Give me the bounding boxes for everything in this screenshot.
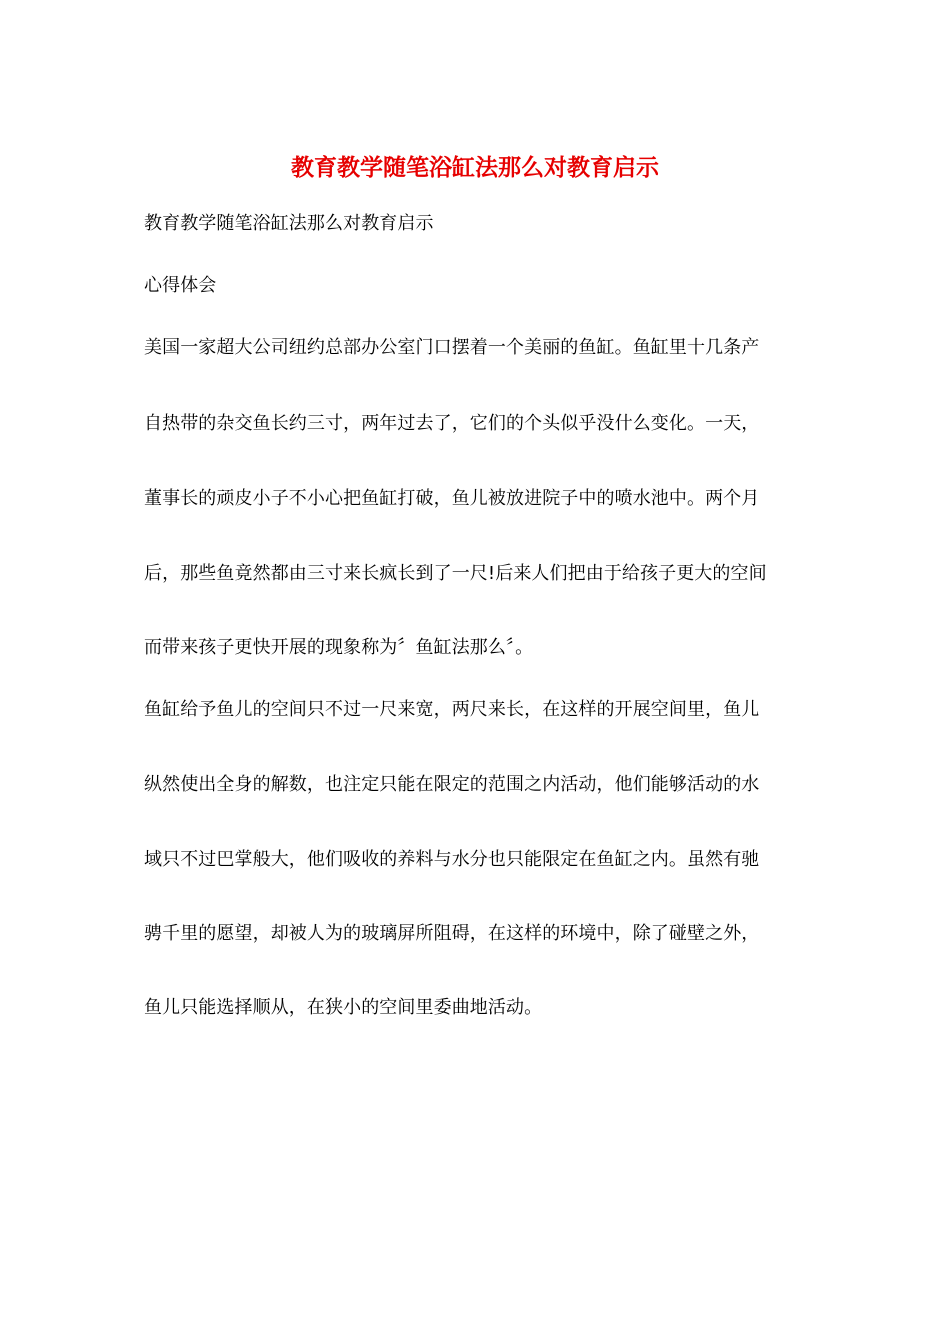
document-category: 心得体会 bbox=[144, 275, 217, 296]
body-line: 域只不过巴掌般大，他们吸收的养料与水分也只能限定在鱼缸之内。虽然有驰 bbox=[144, 849, 760, 870]
document-title: 教育教学随笔浴缸法那么对教育启示 bbox=[291, 154, 659, 181]
body-line: 纵然使出全身的解数，也注定只能在限定的范围之内活动，他们能够活动的水 bbox=[144, 774, 760, 795]
body-line: 董事长的顽皮小子不小心把鱼缸打破，鱼儿被放进院子中的喷水池中。两个月 bbox=[144, 488, 760, 509]
body-line: 后，那些鱼竟然都由三寸来长疯长到了一尺!后来人们把由于给孩子更大的空间 bbox=[144, 563, 767, 584]
body-line: 自热带的杂交鱼长约三寸，两年过去了，它们的个头似乎没什么变化。一天， bbox=[144, 413, 760, 434]
body-line: 鱼儿只能选择顺从，在狭小的空间里委曲地活动。 bbox=[144, 997, 543, 1018]
body-line: 骋千里的愿望，却被人为的玻璃屏所阻碍，在这样的环境中，除了碰壁之外， bbox=[144, 923, 760, 944]
body-line: 而带来孩子更快开展的现象称为〞鱼缸法那么〞。 bbox=[144, 637, 534, 658]
body-line: 美国一家超大公司纽约总部办公室门口摆着一个美丽的鱼缸。鱼缸里十几条产 bbox=[144, 337, 760, 358]
document-subtitle: 教育教学随笔浴缸法那么对教育启示 bbox=[144, 213, 434, 234]
body-line: 鱼缸给予鱼儿的空间只不过一尺来宽，两尺来长，在这样的开展空间里，鱼儿 bbox=[144, 699, 760, 720]
